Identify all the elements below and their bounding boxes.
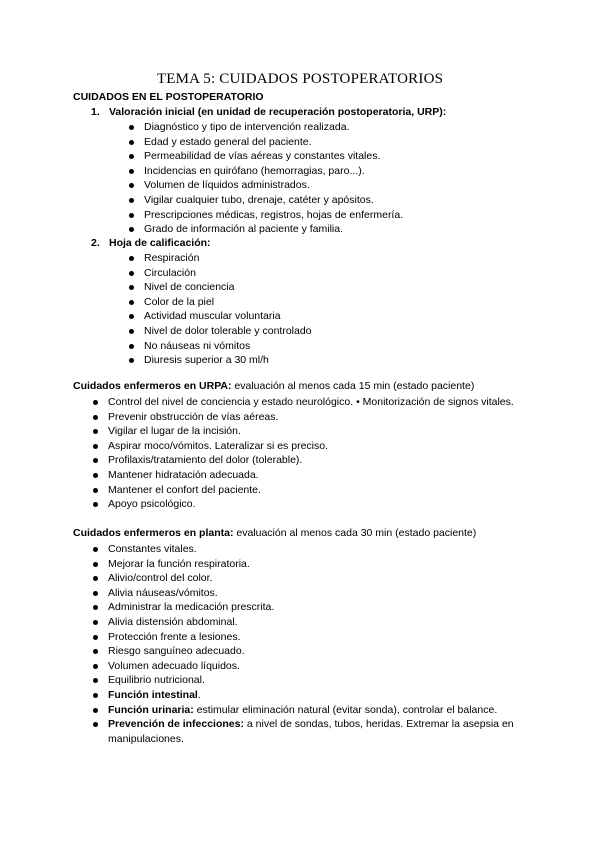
section-2-label: Hoja de calificación: — [109, 237, 211, 249]
bullet-icon — [93, 620, 98, 625]
bullet-icon — [129, 169, 134, 174]
list-item: Volumen adecuado líquidos. — [90, 659, 530, 674]
list-item: Circulación — [126, 266, 312, 281]
section-1-list — [126, 120, 403, 237]
bullet-icon — [93, 591, 98, 596]
list-item: No náuseas ni vómitos — [126, 339, 312, 354]
list-item: Función intestinal. — [90, 688, 530, 703]
bullet-icon — [129, 358, 134, 363]
list-item: Volumen de líquidos administrados. — [126, 178, 403, 193]
list-item: Profilaxis/tratamiento del dolor (tolerable). — [90, 453, 530, 468]
urpa-label: Cuidados enfermeros en URPA: — [73, 380, 232, 392]
list-item: Mejorar la función respiratoria. — [90, 557, 530, 572]
bullet-icon — [129, 227, 134, 232]
planta-list — [90, 542, 530, 746]
list-item: Actividad muscular voluntaria — [126, 309, 312, 324]
list-item: Constantes vitales. — [90, 542, 530, 557]
section-2-heading — [91, 237, 211, 249]
list-item: Prevención de infecciones: a nivel de sondas, tubos, heridas. Extremar la asepsia en manipulaciones. — [90, 717, 530, 746]
bullet-icon — [93, 502, 98, 507]
list-item: Mantener el confort del paciente. — [90, 483, 530, 498]
list-item: Protección frente a lesiones. — [90, 630, 530, 645]
bullet-icon — [93, 488, 98, 493]
list-item: Función urinaria: estimular eliminación natural (evitar sonda), controlar el balance. — [90, 703, 530, 718]
bullet-icon — [129, 154, 134, 159]
bullet-icon — [93, 649, 98, 654]
bullet-icon — [129, 213, 134, 218]
section-1-label: Valoración inicial (en unidad de recuperación postoperatoria, URP): — [109, 106, 447, 118]
list-item: Aspirar moco/vómitos. Lateralizar si es preciso. — [90, 439, 530, 454]
section-1-heading — [91, 106, 446, 118]
list-item: Vigilar el lugar de la incisión. — [90, 424, 530, 439]
list-item: Diagnóstico y tipo de intervención realizada. — [126, 120, 403, 135]
bullet-icon — [93, 547, 98, 552]
bullet-icon — [129, 300, 134, 305]
bullet-icon — [93, 400, 98, 405]
list-item: Prevenir obstrucción de vías aéreas. — [90, 410, 530, 425]
bullet-icon — [129, 271, 134, 276]
list-item: Incidencias en quirófano (hemorragias, paro...). — [126, 164, 403, 179]
urpa-text: evaluación al menos cada 15 min (estado paciente) — [231, 380, 475, 392]
bullet-icon — [93, 664, 98, 669]
bullet-icon — [93, 678, 98, 683]
list-item: Alivia náuseas/vómitos. — [90, 586, 530, 601]
bullet-icon — [93, 562, 98, 567]
bullet-icon — [93, 415, 98, 420]
list-item: Respiración — [126, 251, 312, 266]
bullet-icon — [93, 473, 98, 478]
bullet-icon — [129, 125, 134, 130]
list-item: Nivel de conciencia — [126, 280, 312, 295]
list-item: Alivia distensión abdominal. — [90, 615, 530, 630]
list-item: Riesgo sanguíneo adecuado. — [90, 644, 530, 659]
bullet-icon — [129, 256, 134, 261]
bullet-icon — [93, 444, 98, 449]
section-2-list — [126, 251, 312, 368]
list-item: Mantener hidratación adecuada. — [90, 468, 530, 483]
planta-label: Cuidados enfermeros en planta: — [73, 527, 234, 539]
bullet-icon — [129, 140, 134, 145]
bullet-icon — [129, 314, 134, 319]
list-item: Administrar la medicación prescrita. — [90, 600, 530, 615]
section-heading: CUIDADOS EN EL POSTOPERATORIO — [73, 91, 264, 103]
bullet-icon — [93, 708, 98, 713]
bullet-icon — [129, 329, 134, 334]
list-item: Control del nivel de conciencia y estado neurológico. • Monitorización de signos vitales. — [90, 395, 530, 410]
bullet-icon — [93, 635, 98, 640]
list-item: Permeabilidad de vías aéreas y constantes vitales. — [126, 149, 403, 164]
list-item: Color de la piel — [126, 295, 312, 310]
list-item: Alivio/control del color. — [90, 571, 530, 586]
list-item: Grado de información al paciente y familia. — [126, 222, 403, 237]
planta-text: evaluación al menos cada 30 min (estado paciente) — [233, 527, 477, 539]
bullet-icon — [93, 576, 98, 581]
bullet-icon — [129, 344, 134, 349]
bullet-icon — [93, 722, 98, 727]
bullet-icon — [129, 183, 134, 188]
bullet-icon — [129, 198, 134, 203]
bullet-icon — [93, 429, 98, 434]
bullet-icon — [93, 693, 98, 698]
urpa-list — [90, 395, 530, 512]
bullet-icon — [93, 605, 98, 610]
section-1-number: 1. — [91, 106, 100, 118]
list-item: Prescripciones médicas, registros, hojas de enfermería. — [126, 208, 403, 223]
page-title: TEMA 5: CUIDADOS POSTOPERATORIOS — [156, 71, 444, 87]
section-2-number: 2. — [91, 237, 100, 249]
list-item: Equilibrio nutricional. — [90, 673, 530, 688]
planta-heading — [73, 527, 533, 539]
list-item: Apoyo psicológico. — [90, 497, 530, 512]
bullet-icon — [129, 285, 134, 290]
bullet-icon — [93, 458, 98, 463]
list-item: Nivel de dolor tolerable y controlado — [126, 324, 312, 339]
list-item: Diuresis superior a 30 ml/h — [126, 353, 312, 368]
urpa-heading — [73, 380, 533, 392]
list-item: Vigilar cualquier tubo, drenaje, catéter y apósitos. — [126, 193, 403, 208]
list-item: Edad y estado general del paciente. — [126, 135, 403, 150]
